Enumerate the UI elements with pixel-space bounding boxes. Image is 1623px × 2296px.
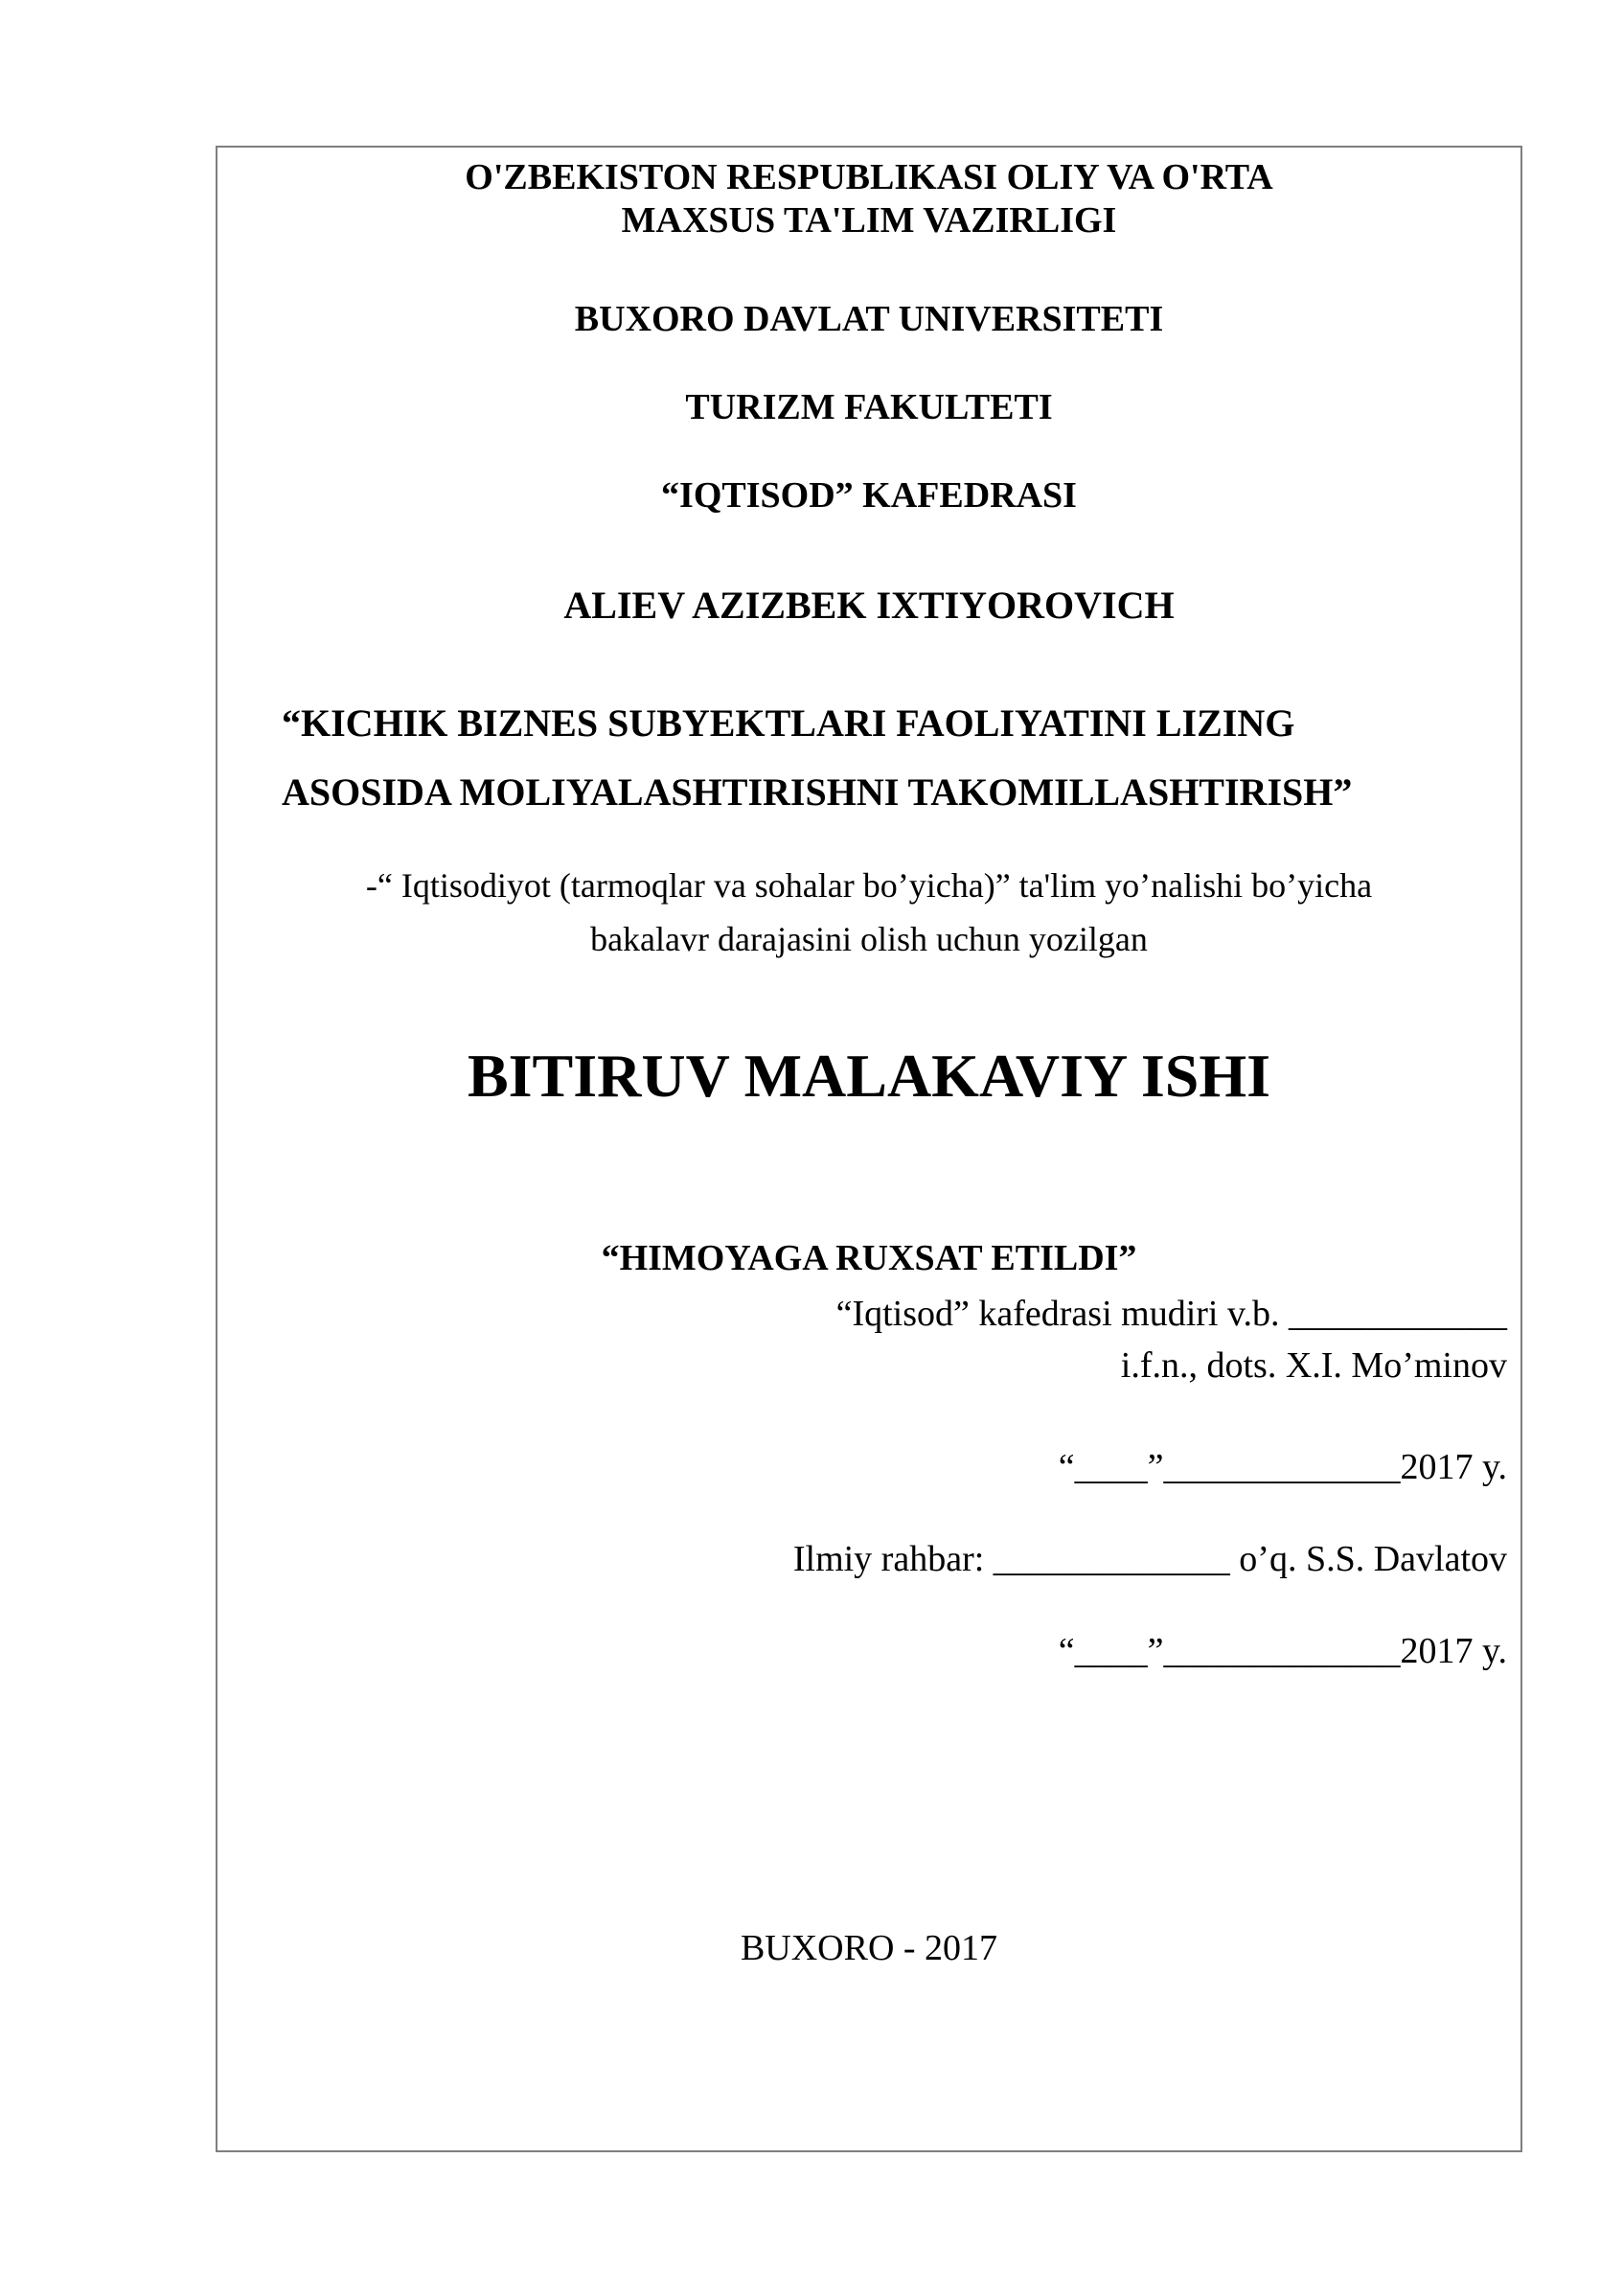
work-type-title: BITIRUV MALAKAVIY ISHI — [467, 1042, 1271, 1110]
approval-date-2: “____”_____________2017 y. — [1058, 1631, 1507, 1671]
department-head-line: “Iqtisod” kafedrasi mudiri v.b. ____________ — [835, 1294, 1507, 1334]
purpose-line-2: bakalavr darajasini olish uchun yozilgan — [590, 920, 1148, 958]
thesis-title-line-1: “KICHIK BIZNES SUBYEKTLARI FAOLIYATINI LIZING — [282, 701, 1295, 745]
city-year: BUXORO - 2017 — [740, 1928, 998, 1968]
thesis-title-line-2: ASOSIDA MOLIYALASHTIRISHNI TAKOMILLASHTIRISH” — [282, 770, 1353, 814]
approval-date-1: “____”_____________2017 y. — [1058, 1447, 1507, 1487]
ministry-line-1: O'ZBEKISTON RESPUBLIKASI OLIY VA O'RTA — [465, 157, 1273, 197]
department-name: “IQTISOD” KAFEDRASI — [661, 475, 1077, 516]
page-border — [216, 146, 1522, 2152]
ministry-line-2: MAXSUS TA'LIM VAZIRLIGI — [621, 200, 1117, 241]
university-name: BUXORO DAVLAT UNIVERSITETI — [574, 299, 1164, 339]
author-name: ALIEV AZIZBEK IXTIYOROVICH — [563, 584, 1175, 627]
department-head-name: i.f.n., dots. X.I. Mo’minov — [1120, 1345, 1507, 1386]
supervisor-line: Ilmiy rahbar: _____________ o’q. S.S. Davlatov — [792, 1539, 1507, 1579]
approval-heading: “HIMOYAGA RUXSAT ETILDI” — [601, 1238, 1137, 1278]
faculty-name: TURIZM FAKULTETI — [685, 387, 1053, 427]
purpose-line-1: -“ Iqtisodiyot (tarmoqlar va sohalar bo’yicha)” ta'lim yo’nalishi bo’yicha — [365, 866, 1373, 905]
